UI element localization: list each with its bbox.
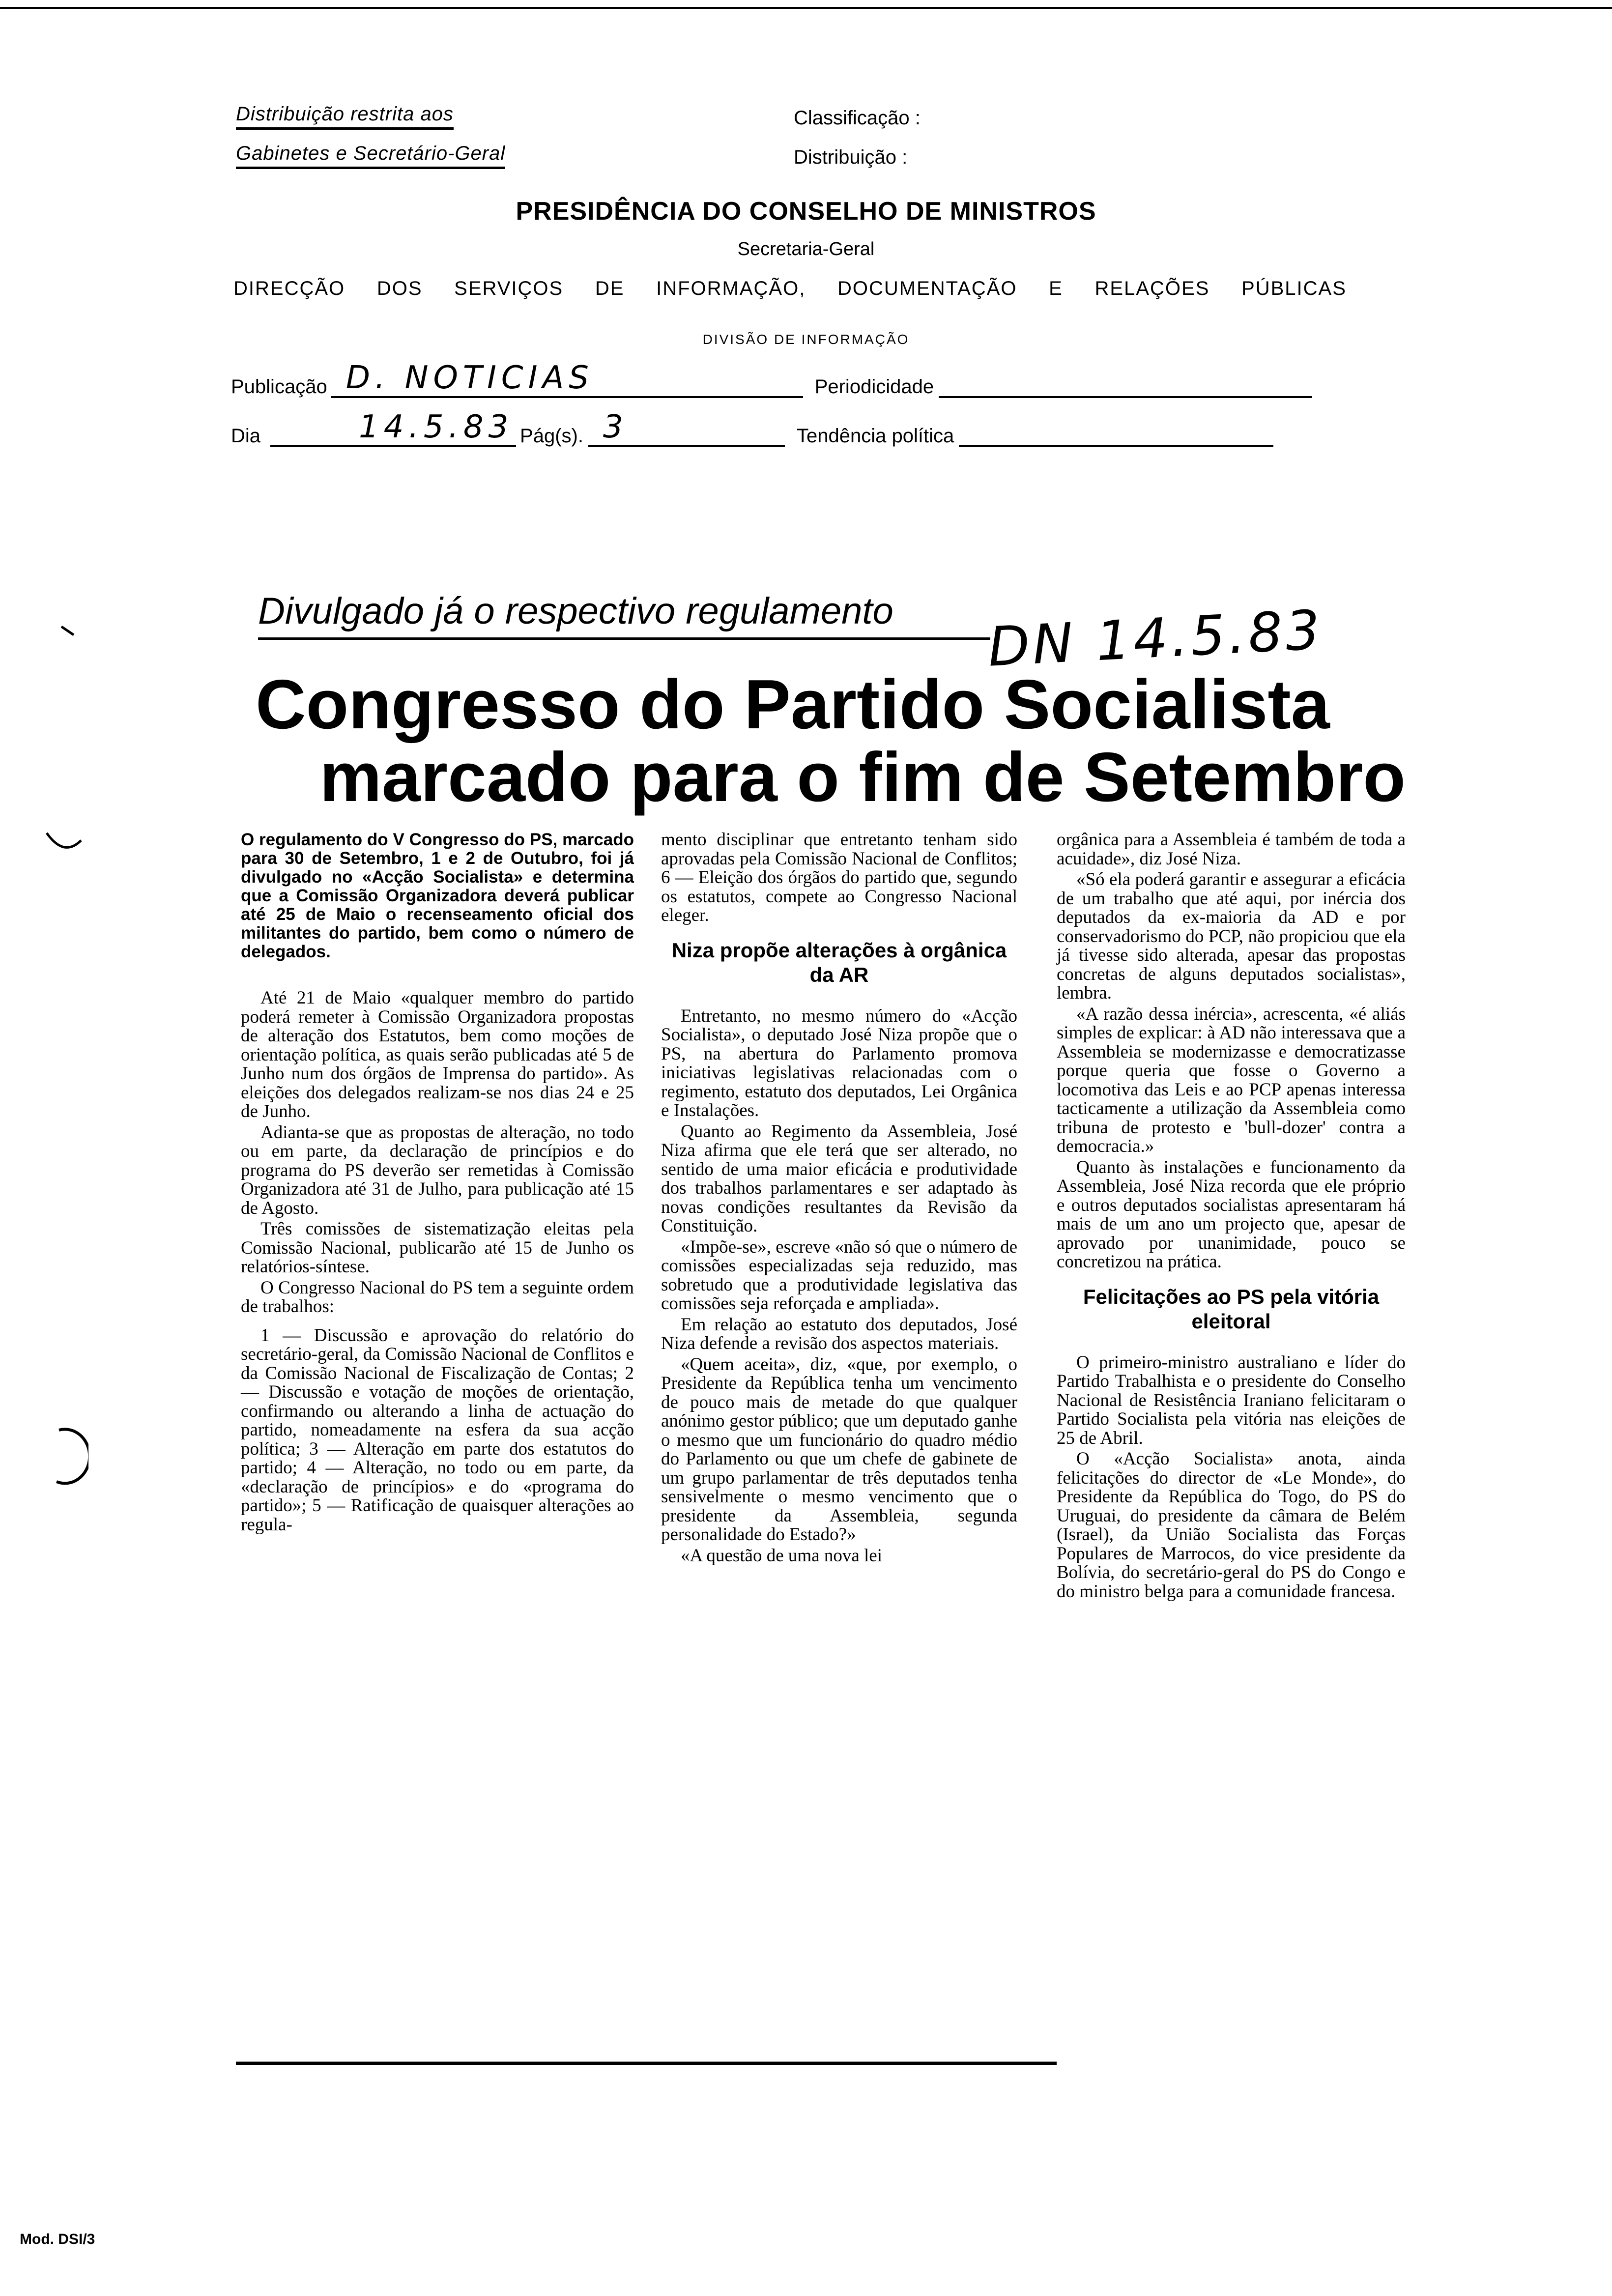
paragraph: orgânica para a Assembleia é também de toda a acuidade», diz José Niza. [1057, 830, 1406, 869]
article-bottom-rule [236, 2062, 1057, 2065]
paragraph: «Só ela poderá garantir e assegurar a eficácia de um trabalho que até aqui, por inércia dos deputados da ex-maioria da AD e por conservadorismo do PCP, não propiciou que ela já tivesse sido alterada, apesar das propostas concretas de alguns deputados socialistas», lembra. [1057, 869, 1406, 1003]
column-3 [1057, 831, 1406, 1603]
day-label: Dia [231, 425, 261, 447]
top-border [0, 7, 1612, 9]
publication-value: D. NOTICIAS [345, 360, 594, 396]
pages-label: Pág(s). [520, 425, 583, 447]
classification-label: Classificação : [794, 107, 921, 129]
paragraph: O «Acção Socialista» anota, ainda felicitações do director de «Le Monde», do Presidente da República do Togo, do PS do Uruguai, do presidente da câmara de Belém (Israel), da União Socialista das Forças Populares de Marrocos, do vice presidente da Bolívia, do secretário-geral do PS do Congo e do ministro belga para a comunidade francesa. [1057, 1449, 1406, 1602]
word: SERVIÇOS [454, 278, 564, 299]
paragraph: mento disciplinar que entretanto tenham sido aprovadas pela Comissão Nacional de Conflitos; 6 — Eleição dos órgãos do partido que, segundo os estatutos, compete ao Congresso Nacional eleger. [661, 830, 1017, 925]
word: INFORMAÇÃO, [656, 278, 806, 299]
periodicity-field[interactable] [939, 373, 1312, 398]
word: DOS [376, 278, 423, 299]
word: PÚBLICAS [1241, 278, 1347, 299]
pages-value: 3 [603, 409, 628, 445]
publication-label: Publicação [231, 376, 327, 398]
distribution-note-1: Distribuição restrita aos [236, 103, 454, 130]
paragraph: Em relação ao estatuto dos deputados, José Niza defende a revisão dos aspectos materiais. [661, 1314, 1017, 1353]
paragraph: O primeiro-ministro australiano e líder do Partido Trabalhista e o presidente do Conselho Nacional de Resistência Iraniano felicitaram o Partido Socialista pela vitória nas eleições de 25 de Abril. [1057, 1352, 1406, 1448]
article-lead: O regulamento do V Congresso do PS, marcado para 30 de Setembro, 1 e 2 de Outubro, foi já divulgado no «Acção Socialista» e determina que a Comissão Organizadora deverá publicar até 25 de Maio o recenseamento oficial dos militantes do partido, bem como o número de delegados. [241, 830, 634, 961]
paragraph: «Impõe-se», escreve «não só que o número de comissões especializadas seja reduzido, mas sobretudo que a produtividade legislativa das comissões seja reforçada e ampliada». [661, 1236, 1017, 1314]
day-field[interactable] [270, 409, 516, 447]
distribution-note-2: Gabinetes e Secretário-Geral [236, 143, 505, 169]
headline-line-1: Congresso do Partido Socialista [256, 665, 1330, 744]
subheading: Felicitações ao PS pela vitória eleitoral [1083, 1285, 1380, 1333]
subtitle: Secretaria-Geral [737, 239, 875, 259]
paragraph: Quanto às instalações e funcionamento da Assembleia, José Niza recorda que ele próprio e outros deputados socialistas apresentaram há mais de um ano um projecto que, apesar de aprovado por unanimidade, pouco se concretizou na prática. [1057, 1157, 1406, 1272]
paragraph: «A razão dessa inércia», acrescenta, «é aliás simples de explicar: à AD não interessava que a Assembleia se modernizasse e democratizasse porque queria que fosse o Governo a locomotiva das Leis e ao PCP apenas interessa tacticamente a utilização da Assembleia como tribuna de protesto e 'bull-dozer' contra a democracia.» [1057, 1004, 1406, 1156]
word: E [1049, 278, 1063, 299]
paragraph: Três comissões de sistematização eleitas pela Comissão Nacional, publicarão até 15 de Junho os relatórios-síntese. [241, 1219, 634, 1277]
column-2 [661, 831, 1017, 1567]
day-row [231, 409, 1273, 447]
column-1 [241, 831, 634, 1536]
tendency-label: Tendência política [796, 425, 954, 447]
paragraph: Quanto ao Regimento da Assembleia, José Niza afirma que ele terá que ser alterado, no sentido de uma maior eficácia e produtividade dos trabalhos parlamentares e ser adaptado às novas condições resultantes da Revisão da Constituição. [661, 1121, 1017, 1236]
paragraph: «A questão de uma nova lei [681, 1545, 882, 1566]
margin-mark-icon [44, 831, 84, 855]
form-code: Mod. DSI/3 [20, 2231, 95, 2247]
word: DOCUMENTAÇÃO [837, 278, 1017, 299]
word: DE [595, 278, 625, 299]
handwritten-stamp: DN 14.5.83 [986, 598, 1324, 679]
paragraph: 1 — Discussão e aprovação do relatório do secretário-geral, da Comissão Nacional de Conflitos e da Comissão Nacional de Fiscalização de Contas; 2 — Discussão e votação de moções de orientação, confirmando ou alterando a linha de actuação do partido, nomeadamente na esfera da sua acção política; 3 — Alteração em parte dos estatutos do partido; 4 — Alteração, no todo ou em parte, da «declaração de princípios» e do «programa do partido»; 5 — Ratificação de quaisquer alterações ao regula- [241, 1325, 634, 1535]
subheading: Niza propõe alterações à orgânica da AR [671, 938, 1007, 986]
word: RELAÇÕES [1094, 278, 1210, 299]
punch-hole-icon [49, 1425, 88, 1489]
paragraph: Adianta-se que as propostas de alteração, no todo ou em parte, da declaração de princípios e do programa do PS deverão ser remetidas à Comissão Organizadora até 31 de Julho, para publicação até 15 de Agosto. [241, 1122, 634, 1218]
paragraph: «Quem aceita», diz, «que, por exemplo, o Presidente da República tenha um vencimento de pouco mais de metade do que qualquer anónimo gestor público; que um deputado ganhe o mesmo que um funcionário do quadro médio do Parlamento ou que um chefe de gabinete de um grupo parlamentar de três deputados tenha sensivelmente o mesmo vencimento que o presidente da Assembleia, segunda personalidade do Estado?» [661, 1354, 1017, 1545]
paragraph: O Congresso Nacional do PS tem a seguinte ordem de trabalhos: [241, 1277, 634, 1317]
distribution-label: Distribuição : [794, 146, 908, 168]
tendency-field[interactable] [959, 423, 1273, 447]
page-title: PRESIDÊNCIA DO CONSELHO DE MINISTROS [516, 197, 1096, 226]
division-label: DIVISÃO DE INFORMAÇÃO [702, 332, 910, 347]
headline-line-2: marcado para o fim de Setembro [319, 738, 1406, 816]
article-kicker: Divulgado já o respectivo regulamento [258, 590, 990, 640]
paragraph: Até 21 de Maio «qualquer membro do partido poderá remeter à Comissão Organizadora propostas de alteração dos Estatutos, bem como moções de orientação política, as quais serão publicadas até 5 de Junho num dos órgãos de Imprensa do partido». As eleições dos delegados realizam-se nos dias 24 e 25 de Junho. [241, 988, 634, 1121]
direction-line [233, 278, 1347, 300]
paragraph: Entretanto, no mesmo número do «Acção Socialista», o deputado José Niza propõe que o PS, na abertura do Parlamento promova iniciativas legislativas relacionadas com o regimento, estatuto dos deputados, Lei Orgânica e Instalações. [661, 1005, 1017, 1120]
publication-field[interactable] [331, 360, 803, 398]
article-headline [256, 665, 1406, 816]
publication-row [231, 360, 1312, 398]
pages-field[interactable] [588, 409, 785, 447]
day-value: 14.5.83 [359, 409, 514, 445]
margin-mark-icon [59, 624, 79, 639]
word: DIRECÇÃO [233, 278, 345, 299]
periodicity-label: Periodicidade [814, 376, 934, 398]
